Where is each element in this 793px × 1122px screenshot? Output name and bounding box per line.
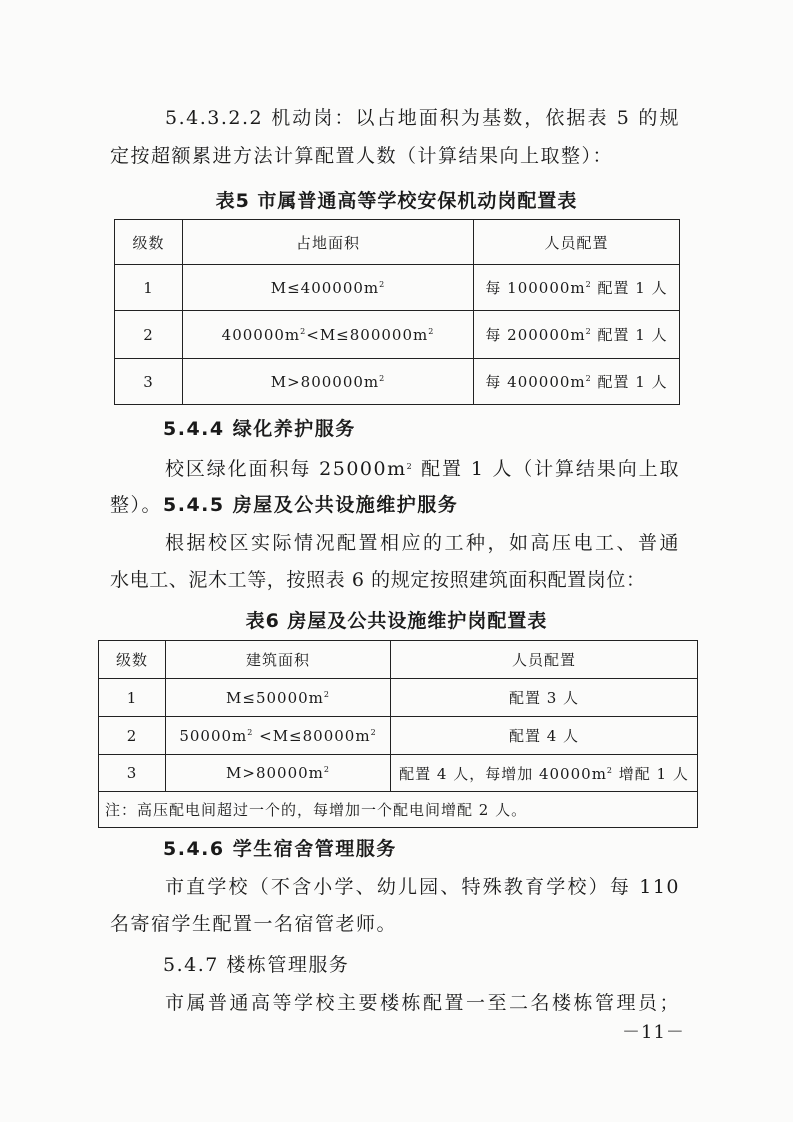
table-row bbox=[115, 265, 680, 311]
table5-cell-level: 1 bbox=[115, 265, 183, 311]
table6-note-row bbox=[99, 792, 698, 828]
table5-cell-area: $M>800000m^2$ bbox=[183, 359, 474, 405]
table6 bbox=[98, 640, 698, 828]
section-544-heading: 5.4.4 绿化养护服务 bbox=[163, 418, 356, 440]
table6-note: 注：高压配电间超过一个的，每增加一个配电间增配 2 人。 bbox=[99, 792, 698, 828]
paragraph-mobile-post-line2: 定按超额累进方法计算配置人数（计算结果向上取整）： bbox=[110, 145, 614, 167]
table6-cell-staffing: 配置 4 人，每增加 $40000m^2$ 增配 1 人 bbox=[391, 755, 698, 792]
section-546-line1: 市直学校（不含小学、幼儿园、特殊教育学校）每 110 bbox=[165, 876, 680, 898]
section-545-heading: 5.4.5 房屋及公共设施维护服务 bbox=[163, 494, 459, 516]
table6-header-row bbox=[99, 641, 698, 679]
table6-caption: 表6 房屋及公共设施维护岗配置表 bbox=[245, 610, 548, 632]
section-547-line1: 市属普通高等学校主要楼栋配置一至二名楼栋管理员； bbox=[165, 992, 680, 1014]
table5 bbox=[114, 219, 680, 405]
table5-cell-staffing: 每 $200000m^2$ 配置 1 人 bbox=[474, 311, 680, 359]
table-row bbox=[115, 311, 680, 359]
table6-cell-area: $50000m^2 <M\le 80000m^2$ bbox=[166, 717, 391, 755]
table5-cell-level: 3 bbox=[115, 359, 183, 405]
table6-cell-staffing: 配置 4 人 bbox=[391, 717, 698, 755]
section-545-line1: 根据校区实际情况配置相应的工种，如高压电工、普通 bbox=[165, 532, 680, 554]
table5-header-area: 占地面积 bbox=[183, 220, 474, 265]
section-547-heading: 5.4.7 楼栋管理服务 bbox=[163, 954, 350, 976]
page-number: －11－ bbox=[622, 1022, 685, 1043]
section-546-heading: 5.4.6 学生宿舍管理服务 bbox=[163, 838, 397, 860]
table5-header-level: 级数 bbox=[115, 220, 183, 265]
table-row bbox=[99, 679, 698, 717]
table5-cell-level: 2 bbox=[115, 311, 183, 359]
section-546-line2: 名寄宿学生配置一名宿管老师。 bbox=[110, 913, 398, 935]
table6-cell-staffing: 配置 3 人 bbox=[391, 679, 698, 717]
table5-cell-area: $M\le 400000m^2$ bbox=[183, 265, 474, 311]
paragraph-mobile-post-line1: 5.4.3.2.2 机动岗：以占地面积为基数，依据表 5 的规 bbox=[165, 107, 680, 129]
table-row bbox=[115, 359, 680, 405]
table5-header-row bbox=[115, 220, 680, 265]
section-544-text: 校区绿化面积每 $25000m^2$ 配置 1 人（计算结果向上取整）。 bbox=[110, 458, 680, 516]
table6-cell-level: 3 bbox=[99, 755, 166, 792]
section-545-line2: 水电工、泥木工等，按照表 6 的规定按照建筑面积配置岗位： bbox=[110, 569, 646, 591]
table5-cell-area: $400000m^2<M\le 800000m^2$ bbox=[183, 311, 474, 359]
table6-header-area: 建筑面积 bbox=[166, 641, 391, 679]
table6-cell-area: $M>80000m^2$ bbox=[166, 755, 391, 792]
table-row bbox=[99, 717, 698, 755]
table5-cell-staffing: 每 $100000m^2$ 配置 1 人 bbox=[474, 265, 680, 311]
table6-header-staffing: 人员配置 bbox=[391, 641, 698, 679]
table6-cell-area: $M\le 50000m^2$ bbox=[166, 679, 391, 717]
table6-cell-level: 2 bbox=[99, 717, 166, 755]
table5-header-staffing: 人员配置 bbox=[474, 220, 680, 265]
table5-cell-staffing: 每 $400000m^2$ 配置 1 人 bbox=[474, 359, 680, 405]
table6-header-level: 级数 bbox=[99, 641, 166, 679]
table-row bbox=[99, 755, 698, 792]
table6-cell-level: 1 bbox=[99, 679, 166, 717]
table5-caption: 表5 市属普通高等学校安保机动岗配置表 bbox=[215, 190, 578, 212]
